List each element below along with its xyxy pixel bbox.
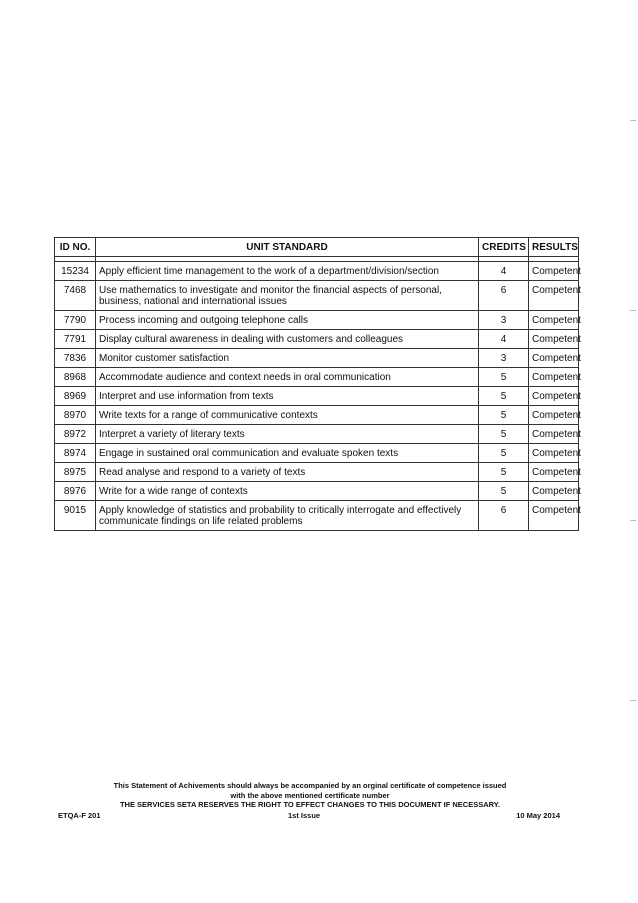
row-unit-standard: Accommodate audience and context needs in oral communication bbox=[96, 368, 479, 387]
scan-edge-mark bbox=[630, 120, 636, 121]
table-row bbox=[55, 281, 579, 311]
row-result: Competent bbox=[529, 368, 579, 387]
row-credits: 6 bbox=[479, 501, 529, 531]
table-row bbox=[55, 501, 579, 531]
header-results: RESULTS bbox=[529, 238, 579, 257]
row-unit-standard: Read analyse and respond to a variety of texts bbox=[96, 463, 479, 482]
row-id: 15234 bbox=[55, 262, 96, 281]
row-unit-standard: Apply knowledge of statistics and probability to critically interrogate and effectively communicate findings on life related problems bbox=[96, 501, 479, 531]
row-result: Competent bbox=[529, 262, 579, 281]
row-result: Competent bbox=[529, 482, 579, 501]
footer-line-2: with the above mentioned certificate number bbox=[230, 790, 390, 800]
table-row bbox=[55, 368, 579, 387]
header-credits: CREDITS bbox=[479, 238, 529, 257]
table-row bbox=[55, 425, 579, 444]
header-unit-standard: UNIT STANDARD bbox=[96, 238, 479, 257]
row-id: 8970 bbox=[55, 406, 96, 425]
row-result: Competent bbox=[529, 425, 579, 444]
row-credits: 4 bbox=[479, 330, 529, 349]
row-result: Competent bbox=[529, 406, 579, 425]
row-id: 8976 bbox=[55, 482, 96, 501]
row-credits: 5 bbox=[479, 387, 529, 406]
row-unit-standard: Interpret a variety of literary texts bbox=[96, 425, 479, 444]
table-row bbox=[55, 330, 579, 349]
footer-notice bbox=[50, 781, 570, 810]
row-credits: 4 bbox=[479, 262, 529, 281]
scan-edge-mark bbox=[630, 310, 636, 311]
row-result: Competent bbox=[529, 387, 579, 406]
table-row bbox=[55, 262, 579, 281]
table-row bbox=[55, 311, 579, 330]
row-credits: 5 bbox=[479, 482, 529, 501]
row-id: 8972 bbox=[55, 425, 96, 444]
row-unit-standard: Write for a wide range of contexts bbox=[96, 482, 479, 501]
row-unit-standard: Interpret and use information from texts bbox=[96, 387, 479, 406]
row-id: 9015 bbox=[55, 501, 96, 531]
row-unit-standard: Process incoming and outgoing telephone calls bbox=[96, 311, 479, 330]
row-id: 7836 bbox=[55, 349, 96, 368]
row-id: 8974 bbox=[55, 444, 96, 463]
row-credits: 3 bbox=[479, 349, 529, 368]
issue-date: 10 May 2014 bbox=[516, 811, 560, 820]
row-unit-standard: Write texts for a range of communicative contexts bbox=[96, 406, 479, 425]
row-credits: 5 bbox=[479, 425, 529, 444]
row-credits: 5 bbox=[479, 406, 529, 425]
row-result: Competent bbox=[529, 463, 579, 482]
row-result: Competent bbox=[529, 281, 579, 311]
table-row bbox=[55, 482, 579, 501]
row-unit-standard: Monitor customer satisfaction bbox=[96, 349, 479, 368]
scan-edge-mark bbox=[630, 700, 636, 701]
table-row bbox=[55, 406, 579, 425]
scan-edge-mark bbox=[630, 520, 636, 521]
row-credits: 5 bbox=[479, 444, 529, 463]
table-row bbox=[55, 444, 579, 463]
row-id: 7468 bbox=[55, 281, 96, 311]
table-row bbox=[55, 349, 579, 368]
form-code: ETQA-F 201 bbox=[58, 811, 101, 820]
row-id: 7791 bbox=[55, 330, 96, 349]
row-unit-standard: Apply efficient time management to the work of a department/division/section bbox=[96, 262, 479, 281]
footer-line-3: THE SERVICES SETA RESERVES THE RIGHT TO EFFECT CHANGES TO THIS DOCUMENT IF NECESSARY. bbox=[119, 800, 501, 809]
row-credits: 5 bbox=[479, 463, 529, 482]
row-result: Competent bbox=[529, 444, 579, 463]
row-unit-standard: Engage in sustained oral communication and evaluate spoken texts bbox=[96, 444, 479, 463]
footer-line-1: This Statement of Achivements should always be accompanied by an orginal certificate of competence issued bbox=[113, 781, 507, 790]
table-row bbox=[55, 463, 579, 482]
row-id: 7790 bbox=[55, 311, 96, 330]
table-row bbox=[55, 387, 579, 406]
unit-standards-table bbox=[54, 237, 579, 531]
row-result: Competent bbox=[529, 501, 579, 531]
row-result: Competent bbox=[529, 311, 579, 330]
row-id: 8975 bbox=[55, 463, 96, 482]
row-result: Competent bbox=[529, 330, 579, 349]
row-result: Competent bbox=[529, 349, 579, 368]
row-id: 8969 bbox=[55, 387, 96, 406]
row-credits: 5 bbox=[479, 368, 529, 387]
header-id: ID NO. bbox=[55, 238, 96, 257]
row-id: 8968 bbox=[55, 368, 96, 387]
row-unit-standard: Use mathematics to investigate and monitor the financial aspects of personal, business, national and international issues bbox=[96, 281, 479, 311]
issue-number: 1st Issue bbox=[288, 811, 321, 820]
footer-meta bbox=[58, 811, 560, 821]
table-header-row bbox=[55, 238, 579, 257]
row-credits: 6 bbox=[479, 281, 529, 311]
row-unit-standard: Display cultural awareness in dealing with customers and colleagues bbox=[96, 330, 479, 349]
row-credits: 3 bbox=[479, 311, 529, 330]
